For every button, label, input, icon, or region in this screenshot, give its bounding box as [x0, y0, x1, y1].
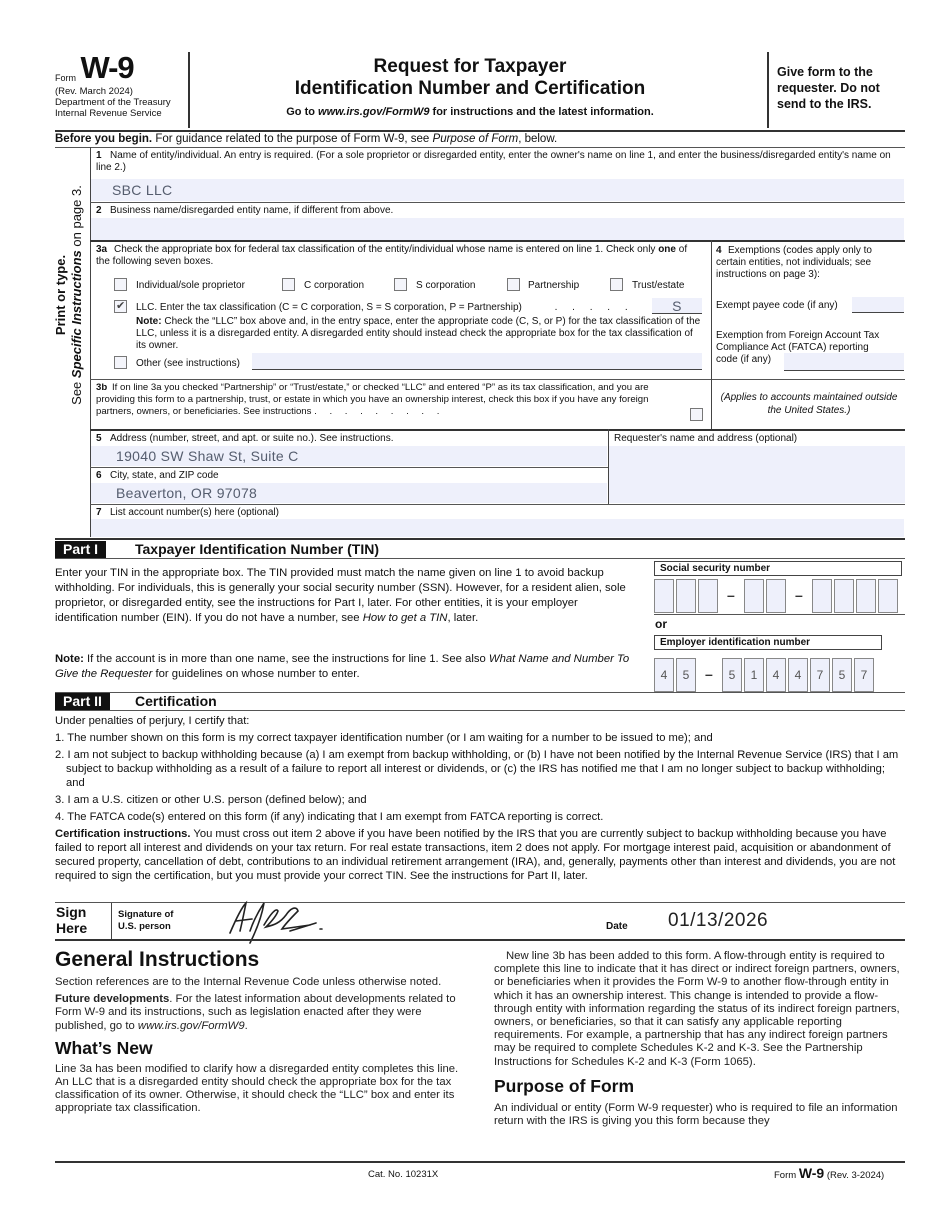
ein-digit-5[interactable]: 4	[766, 658, 786, 692]
checkbox-s-corporation[interactable]	[394, 278, 407, 291]
part2-title: Certification	[135, 693, 217, 709]
form-number: W-9	[80, 50, 134, 85]
general-instructions-right	[494, 950, 904, 1128]
form-title-line2: Identification Number and Certification	[294, 78, 646, 99]
exempt-payee-label: Exempt payee code (if any)	[716, 300, 838, 311]
label-individual: Individual/sole proprietor	[136, 280, 245, 291]
exempt-payee-code-field[interactable]	[852, 297, 904, 313]
line1-label: Name of entity/individual. An entry is required. (For a sole proprietor or disregarded entity, enter the owner's name on line 1, and enter the business/disregarded entity's name on line 2.)	[96, 150, 891, 173]
form-word: Form	[55, 73, 76, 83]
ssn-digit-9[interactable]	[878, 579, 898, 613]
agency: Internal Revenue Service	[55, 108, 162, 119]
checkbox-llc[interactable]	[114, 300, 127, 313]
line6-label: City, state, and ZIP code	[110, 470, 219, 481]
date-label: Date	[606, 921, 628, 932]
general-instructions-heading: General Instructions	[55, 948, 260, 971]
ssn-label: Social security number	[654, 561, 902, 576]
part1-tag: Part I	[55, 541, 106, 558]
form-revision: (Rev. March 2024)	[55, 86, 133, 97]
ein-digit-8[interactable]: 5	[832, 658, 852, 692]
form-title-line1: Request for Taxpayer	[373, 56, 567, 77]
line1-label-row: 1 Name of entity/individual. An entry is required. (For a sole proprietor or disregarded entity, enter the owner's name on line 1, and enter the business/disregarded entity's name on line 2.)	[96, 150, 891, 173]
label-llc: LLC. Enter the tax classification (C = C corporation, S = S corporation, P = Partnership) . . . . .	[136, 302, 634, 313]
section-references: Section references are to the Internal Revenue Code unless otherwise noted.	[55, 976, 442, 988]
line2-label-row: 2 Business name/disregarded entity name, if different from above.	[96, 205, 394, 216]
new-line-3b-text: New line 3b has been added to this form. A flow-through entity is required to complete this line to indicate that it has direct or indirect foreign partners, owners, or beneficiaries when it provides the Form W-9 to another flow-through entity in which it has an ownership interest. This change is intended to provide a flow-through entity with information regarding the status of its indirect foreign partners, owners, or beneficiaries, so that it can satisfy any applicable reporting requirements. For example, a partnership that has any indirect foreign partners may be required to complete Schedules K-2 and K-3. See the Partnership Instructions for Schedules K-2 and K-3 (Form 1065).	[494, 950, 900, 1068]
label-c-corporation: C corporation	[304, 280, 365, 291]
part1-title: Taxpayer Identification Number (TIN)	[135, 541, 379, 557]
ssn-digit-4[interactable]	[744, 579, 764, 613]
purpose-of-form-heading: Purpose of Form	[494, 1075, 635, 1096]
date-field[interactable]: 01/13/2026	[668, 910, 769, 931]
ssn-digit-8[interactable]	[856, 579, 876, 613]
ssn-dash-2: –	[795, 587, 803, 603]
line2-business-name-field[interactable]	[91, 218, 904, 240]
ein-label: Employer identification number	[654, 635, 882, 650]
ssn-digit-2[interactable]	[676, 579, 696, 613]
side-label: Print or type. See Specific Instructions on page 3.	[53, 185, 84, 405]
line5-label: Address (number, street, and apt. or suite no.). See instructions.	[110, 433, 394, 444]
other-classification-field[interactable]	[252, 353, 702, 370]
sign-here-label: Sign Here	[56, 904, 88, 936]
checkbox-other[interactable]	[114, 356, 127, 369]
requester-label: Requester's name and address (optional)	[614, 433, 798, 444]
checkbox-partnership[interactable]	[507, 278, 520, 291]
signature-label: Signature of U.S. person	[118, 909, 174, 932]
signature-icon	[220, 895, 350, 945]
llc-classification-field[interactable]: S	[652, 298, 702, 314]
cert-item-1: 1. The number shown on this form is my correct taxpayer identification number (or I am waiting for a number to be issued to me); and	[55, 732, 713, 744]
signature-field[interactable]	[220, 895, 590, 939]
cert-intro: Under penalties of perjury, I certify that:	[55, 715, 250, 727]
llc-note: Note: Check the “LLC” box above and, in the entry space, enter the appropriate code (C, S, or P) for the tax classification of the LLC, unless it is a disregarded entity. A disregarded entity should instead check the appropriate box for the tax classification of its owner.	[136, 316, 701, 351]
ein-dash: –	[705, 666, 713, 682]
ein-digit-4[interactable]: 1	[744, 658, 764, 692]
certification-body	[55, 714, 905, 883]
ssn-digit-1[interactable]	[654, 579, 674, 613]
line7-label-row: 7 List account number(s) here (optional)	[96, 507, 279, 518]
whats-new-text: Line 3a has been modified to clarify how a disregarded entity completes this line. An LLC that is a disregarded entity should check the appropriate box for the tax classification of its owner. Otherwise, it should check the “LLC” box and enter its appropriate tax classification.	[55, 1062, 459, 1115]
address-field[interactable]: 19040 SW Shaw St, Suite C	[91, 446, 607, 466]
city-state-zip-field[interactable]: Beaverton, OR 97078	[91, 483, 607, 503]
part1-note: Note: If the account is in more than one name, see the instructions for line 1. See also What Name and Number To Give the Requester for guidelines on whose number to enter.	[55, 653, 630, 680]
ssn-digit-6[interactable]	[812, 579, 832, 613]
purpose-of-form-text: An individual or entity (Form W-9 requester) who is required to file an information return with the IRS is giving you this form because they	[494, 1101, 898, 1128]
line7-label: List account number(s) here (optional)	[110, 507, 279, 518]
checkbox-trust-estate[interactable]	[610, 278, 623, 291]
fatca-applies-note: (Applies to accounts maintained outside the United States.)	[720, 392, 898, 416]
or-label: or	[655, 617, 667, 631]
label-trust-estate: Trust/estate	[632, 280, 685, 291]
cert-instructions: Certification instructions. You must cross out item 2 above if you have been notified by the IRS that you are currently subject to backup withholding because you have failed to report all interest and dividends on your tax return. For real estate transactions, item 2 does not apply. For mortgage interest paid, acquisition or abandonment of secured property, cancellation of debt, contributions to an individual retirement arrangement (IRA), and, generally, payments other than interest and dividends, you are not required to sign the certification, but you must provide your correct TIN. See the instructions for Part II, later.	[55, 828, 896, 882]
line2-label: Business name/disregarded entity name, if different from above.	[110, 205, 394, 216]
label-other: Other (see instructions)	[136, 358, 240, 369]
checkbox-foreign-partners[interactable]	[690, 408, 703, 421]
line5-label-row: 5 Address (number, street, and apt. or suite no.). See instructions.	[96, 433, 394, 444]
irs-url-link[interactable]: www.irs.gov/FormW9	[318, 106, 430, 118]
account-numbers-field[interactable]	[91, 519, 904, 537]
before-you-begin: Before you begin. For guidance related to the purpose of Form W-9, see Purpose of Form, below.	[55, 133, 558, 145]
department: Department of the Treasury	[55, 97, 171, 108]
future-developments: Future developments. For the latest information about developments related to Form W-9 and its instructions, such as legislation enacted after they were published, go to www.irs.gov/FormW9.	[55, 993, 456, 1032]
part2-tag: Part II	[55, 693, 110, 710]
ssn-dash-1: –	[727, 587, 735, 603]
general-instructions-left	[55, 948, 460, 1116]
cert-item-3: 3. I am a U.S. citizen or other U.S. person (defined below); and	[55, 794, 367, 806]
future-url-link[interactable]: www.irs.gov/FormW9	[137, 1019, 245, 1032]
ein-digit-6[interactable]: 4	[788, 658, 808, 692]
checkbox-individual[interactable]	[114, 278, 127, 291]
ssn-digit-3[interactable]	[698, 579, 718, 613]
cert-item-4: 4. The FATCA code(s) entered on this form (if any) indicating that I am exempt from FATCA reporting is correct.	[55, 811, 604, 823]
ein-digit-2[interactable]: 5	[676, 658, 696, 692]
ssn-digit-7[interactable]	[834, 579, 854, 613]
line3a-label: 3a Check the appropriate box for federal tax classification of the entity/individual whose name is entered on line 1. Check only one of the following seven boxes.	[96, 244, 688, 267]
line6-label-row: 6 City, state, and ZIP code	[96, 470, 219, 481]
catalog-number: Cat. No. 10231X	[368, 1169, 439, 1180]
fatca-label: Exemption from Foreign Account Tax Compliance Act (FATCA) reporting code (if any)	[716, 330, 880, 365]
line3b-label: 3b If on line 3a you checked “Partnership” or “Trust/estate,” or checked “LLC” and entered “P” as its tax classification, and you are providing this form to a partnership, trust, or estate in which you have an ownership interest, check this box if you have any foreign partners, owners, or beneficiaries. See instructions . . . . . . . . .	[96, 382, 649, 417]
give-form-note: Give form to the requester. Do not send to the IRS.	[777, 65, 880, 111]
ein-digit-1[interactable]: 4	[654, 658, 674, 692]
requester-name-address-field[interactable]	[609, 446, 905, 503]
ein-digit-9[interactable]: 7	[854, 658, 874, 692]
fatca-code-field[interactable]	[784, 353, 904, 371]
line4-exemptions-label: 4 Exemptions (codes apply only to certain entities, not individuals; see instructions on page 3):	[716, 245, 872, 280]
label-s-corporation: S corporation	[416, 280, 476, 291]
ein-digit-7[interactable]: 7	[810, 658, 830, 692]
checkbox-c-corporation[interactable]	[282, 278, 295, 291]
ein-digit-3[interactable]: 5	[722, 658, 742, 692]
form-header	[55, 50, 905, 128]
ssn-digit-5[interactable]	[766, 579, 786, 613]
goto-instructions: Go to www.irs.gov/FormW9 for instructions and the latest information.	[286, 106, 654, 118]
label-partnership: Partnership	[528, 280, 580, 291]
line1-name-field[interactable]: SBC LLC	[91, 179, 904, 201]
whats-new-heading: What’s New	[55, 1037, 153, 1058]
form-id-block	[55, 50, 134, 85]
footer-form-id: Form W-9 (Rev. 3-2024)	[774, 1165, 885, 1181]
part1-instructions: Enter your TIN in the appropriate box. The TIN provided must match the name given on line 1 to avoid backup withholding. For individuals, this is generally your social security number (SSN). However, for a resident alien, sole proprietor, or disregarded entity, see the instructions for Part I, later. For other entities, it is your employer identification number (EIN). If you do not have a number, see How to get a TIN, later.	[55, 567, 626, 624]
cert-item-2: 2. I am not subject to backup withholding because (a) I am exempt from backup withholding, or (b) I have not been notified by the Internal Revenue Service (IRS) that I am subject to backup withholding as a result of a failure to report all interest or dividends, or (c) the IRS has notified me that I am no longer subject to backup withholding; and	[55, 749, 899, 789]
